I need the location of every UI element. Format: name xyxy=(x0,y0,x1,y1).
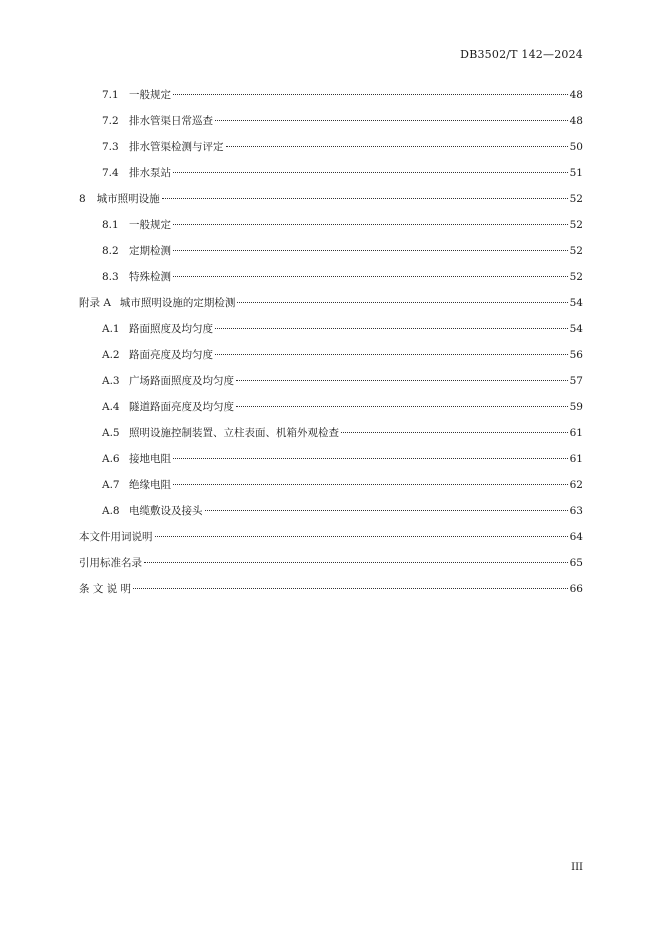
toc-entry[interactable] xyxy=(79,448,583,474)
toc-entry-title: 排水管渠检测与评定 xyxy=(129,141,224,153)
toc-entry-page: 52 xyxy=(569,193,583,205)
document-code: DB3502/T 142—2024 xyxy=(460,48,583,61)
toc-entry-number: 8.2 xyxy=(102,245,119,257)
toc-entry-page: 62 xyxy=(569,479,583,491)
toc-entry-page: 66 xyxy=(569,583,583,595)
dot-leader xyxy=(205,510,568,511)
toc-entry-title: 排水泵站 xyxy=(129,167,171,179)
toc-entry-page: 52 xyxy=(569,271,583,283)
toc-entry-number: A.1 xyxy=(102,323,120,335)
toc-entry-number: 7.2 xyxy=(102,115,119,127)
dot-leader xyxy=(237,302,567,303)
toc-entry-number: A.8 xyxy=(102,505,120,517)
toc-entry-number: A.7 xyxy=(102,479,120,491)
toc-entry-title: 引用标准名录 xyxy=(79,557,142,569)
dot-leader xyxy=(173,172,568,173)
toc-entry-page: 61 xyxy=(569,453,583,465)
toc-entry-title: 特殊检测 xyxy=(129,271,171,283)
toc-entry-page: 51 xyxy=(569,167,583,179)
toc-entry-number: A.4 xyxy=(102,401,120,413)
toc-entry-title: 广场路面照度及均匀度 xyxy=(129,375,234,387)
toc-entry-title: 路面亮度及均匀度 xyxy=(129,349,213,361)
dot-leader xyxy=(173,484,568,485)
dot-leader xyxy=(155,536,568,537)
toc-entry-number: A.6 xyxy=(102,453,120,465)
toc-entry-number: A.3 xyxy=(102,375,120,387)
toc-entry[interactable] xyxy=(79,84,583,110)
toc-entry-page: 54 xyxy=(569,297,583,309)
dot-leader xyxy=(173,94,568,95)
toc-entry-page: 65 xyxy=(569,557,583,569)
dot-leader xyxy=(144,562,568,563)
toc-entry[interactable] xyxy=(79,578,583,604)
toc-entry-title: 电缆敷设及接头 xyxy=(129,505,203,517)
dot-leader xyxy=(236,380,568,381)
toc-entry[interactable] xyxy=(79,422,583,448)
toc-entry-title: 隧道路面亮度及均匀度 xyxy=(129,401,234,413)
toc-entry-page: 61 xyxy=(569,427,583,439)
toc-entry[interactable] xyxy=(79,396,583,422)
toc-entry-number: 7.3 xyxy=(102,141,119,153)
toc-entry-page: 64 xyxy=(569,531,583,543)
toc-entry[interactable] xyxy=(79,552,583,578)
toc-entry[interactable] xyxy=(79,240,583,266)
toc-entry-number: 附录 A xyxy=(79,297,111,309)
dot-leader xyxy=(341,432,568,433)
toc-entry-page: 56 xyxy=(569,349,583,361)
dot-leader xyxy=(236,406,568,407)
toc-entry-title: 接地电阻 xyxy=(129,453,171,465)
dot-leader xyxy=(162,198,568,199)
toc-entry-number: 7.4 xyxy=(102,167,119,179)
toc-entry[interactable] xyxy=(79,266,583,292)
dot-leader xyxy=(173,276,568,277)
toc-entry-title: 排水管渠日常巡查 xyxy=(129,115,213,127)
dot-leader xyxy=(173,224,568,225)
dot-leader xyxy=(173,250,568,251)
toc-entry-number: 8.1 xyxy=(102,219,119,231)
toc-entry-title: 一般规定 xyxy=(129,219,171,231)
toc-entry-title: 条 文 说 明 xyxy=(79,583,132,595)
toc-entry-title: 一般规定 xyxy=(129,89,171,101)
toc-entry-title: 定期检测 xyxy=(129,245,171,257)
toc-entry-page: 52 xyxy=(569,219,583,231)
toc-entry[interactable] xyxy=(79,500,583,526)
toc-entry-title: 照明设施控制装置、立柱表面、机箱外观检查 xyxy=(129,427,339,439)
toc-entry-page: 57 xyxy=(569,375,583,387)
toc-entry[interactable] xyxy=(79,136,583,162)
toc-entry-page: 54 xyxy=(569,323,583,335)
toc-entry-number: A.5 xyxy=(102,427,120,439)
toc-entry[interactable] xyxy=(79,344,583,370)
dot-leader xyxy=(215,354,568,355)
dot-leader xyxy=(215,120,568,121)
toc-entry-number: 7.1 xyxy=(102,89,119,101)
toc-entry-page: 52 xyxy=(569,245,583,257)
toc-entry[interactable] xyxy=(79,188,583,214)
toc-entry-number: 8.3 xyxy=(102,271,119,283)
dot-leader xyxy=(173,458,568,459)
dot-leader xyxy=(226,146,568,147)
toc-entry-title: 城市照明设施的定期检测 xyxy=(119,297,236,309)
toc-entry[interactable] xyxy=(79,110,583,136)
toc-entry-title: 路面照度及均匀度 xyxy=(129,323,213,335)
toc-entry-page: 50 xyxy=(569,141,583,153)
toc-entry[interactable] xyxy=(79,370,583,396)
toc-entry[interactable] xyxy=(79,526,583,552)
toc-entry[interactable] xyxy=(79,292,583,318)
toc-entry-number: 8 xyxy=(79,193,86,205)
toc-entry-page: 59 xyxy=(569,401,583,413)
toc-entry[interactable] xyxy=(79,474,583,500)
toc-entry-page: 63 xyxy=(569,505,583,517)
dot-leader xyxy=(133,588,568,589)
toc-entry-number: A.2 xyxy=(102,349,120,361)
toc-entry-title: 城市照明设施 xyxy=(96,193,160,205)
toc-entry-title: 绝缘电阻 xyxy=(129,479,171,491)
table-of-contents xyxy=(79,84,583,604)
toc-entry[interactable] xyxy=(79,318,583,344)
toc-entry-title: 本文件用词说明 xyxy=(79,531,153,543)
page-number: III xyxy=(571,862,583,873)
dot-leader xyxy=(215,328,568,329)
toc-entry[interactable] xyxy=(79,214,583,240)
toc-entry-page: 48 xyxy=(569,89,583,101)
toc-entry[interactable] xyxy=(79,162,583,188)
toc-entry-page: 48 xyxy=(569,115,583,127)
